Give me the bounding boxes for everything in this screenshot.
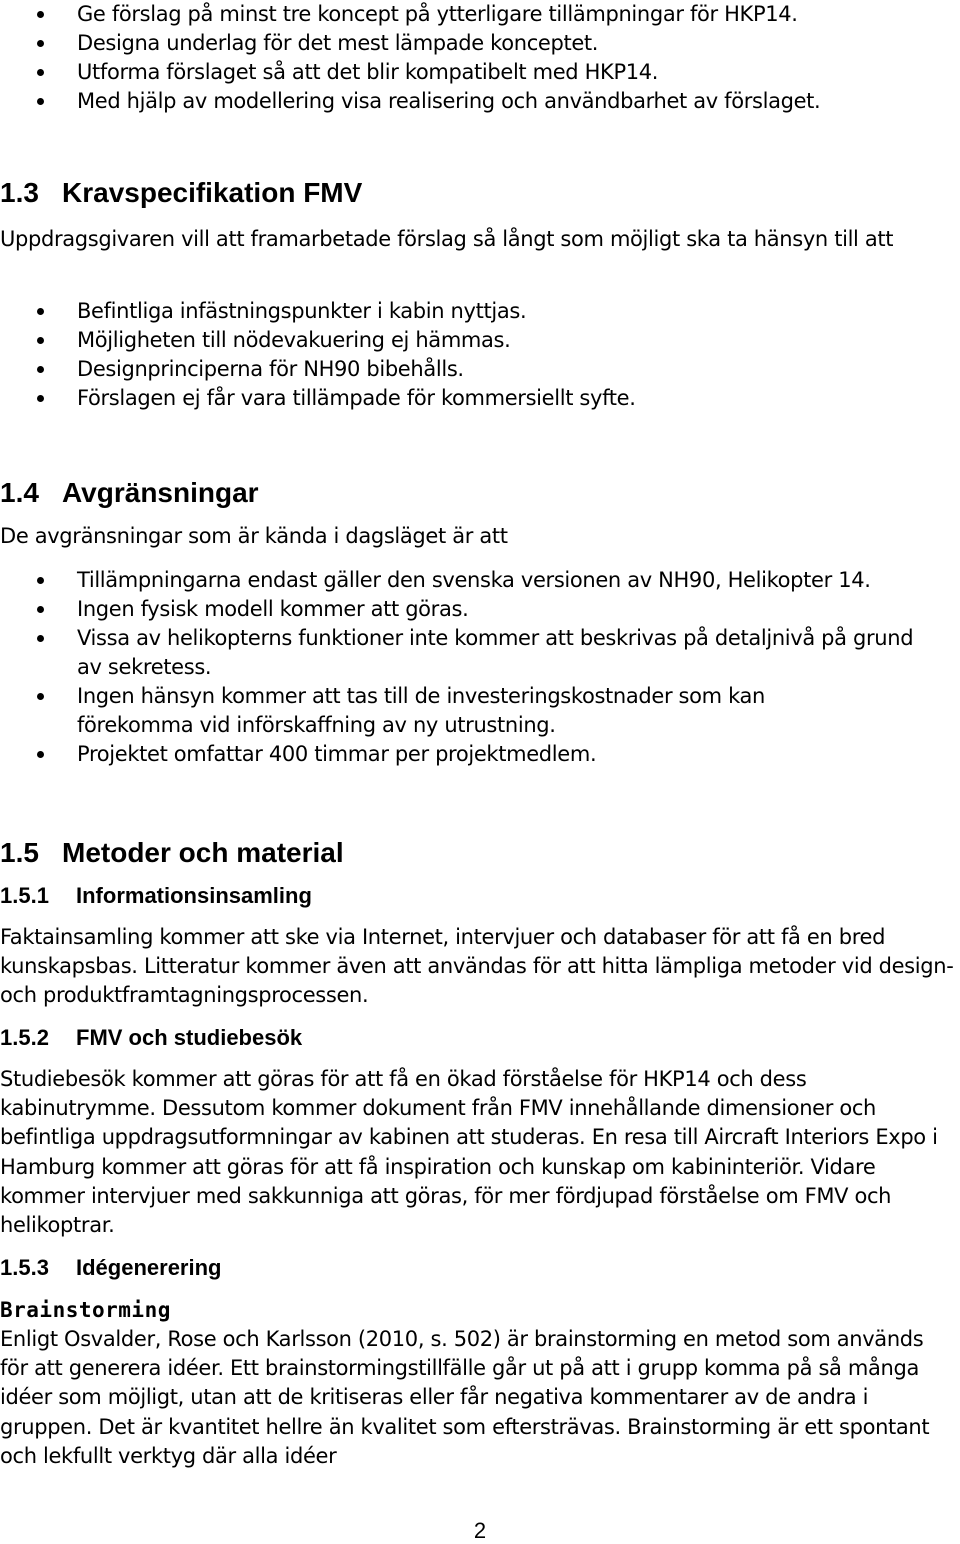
section-number: 1.4	[0, 477, 39, 508]
section-heading-1-4	[0, 477, 259, 509]
list-item: Med hjälp av modellering visa realisering och användbarhet av förslaget.	[0, 87, 960, 116]
section-number: 1.5	[0, 837, 39, 868]
section-title: Metoder och material	[62, 837, 344, 868]
section-body-1-5-3: Enligt Osvalder, Rose och Karlsson (2010, s. 502) är brainstorming en metod som används för att generera idéer. Ett brainstormingstillfälle går ut på att i grupp komma på så många idéer som möjligt, utan att de kritiseras eller får negativa kommentarer av de andra i gruppen. Det är kvantitet hellre än kvalitet som eftersträvas. Brainstorming är ett spontant och lekfullt verktyg där alla idéer	[0, 1327, 930, 1468]
section-number: 1.5.1	[0, 883, 49, 908]
section-heading-1-5	[0, 837, 344, 869]
section-intro-1-3: Uppdragsgivaren vill att framarbetade förslag så långt som möjligt ska ta hänsyn till att	[0, 227, 894, 251]
section-title: FMV och studiebesök	[76, 1025, 303, 1050]
section-number: 1.5.2	[0, 1025, 49, 1050]
list-item: Ingen fysisk modell kommer att göras.	[0, 595, 960, 624]
list-item: Utforma förslaget så att det blir kompatibelt med HKP14.	[0, 58, 960, 87]
section-number: 1.3	[0, 177, 39, 208]
section-body-1-5-2: Studiebesök kommer att göras för att få en ökad förståelse för HKP14 och dess kabinutrymme. Dessutom kommer dokument från FMV innehållande dimensioner och befintliga uppdragsutformningar av kabinen att studeras. En resa till Aircraft Interiors Expo i Hamburg kommer att göras för att få inspiration och kunskap om kabininteriör. Vidare kommer intervjuer med sakkunniga att göras, för mer fördjupad förståelse om FMV och helikoptrar.	[0, 1067, 938, 1238]
limitations-bullet-list	[0, 566, 960, 769]
list-item: Vissa av helikopterns funktioner inte kommer att beskrivas på detaljnivå på grund av sekretess.	[0, 624, 960, 682]
list-item: Projektet omfattar 400 timmar per projektmedlem.	[0, 740, 960, 769]
brainstorming-subheading: Brainstorming	[0, 1298, 171, 1322]
list-item: Tillämpningarna endast gäller den svenska versionen av NH90, Helikopter 14.	[0, 566, 960, 595]
section-title: Idégenerering	[76, 1255, 222, 1280]
section-title: Informationsinsamling	[76, 883, 312, 908]
subsection-heading-1-5-3	[0, 1255, 221, 1281]
list-item: Förslagen ej får vara tillämpade för kommersiellt syfte.	[0, 384, 960, 413]
list-item: Befintliga infästningspunkter i kabin nyttjas.	[0, 297, 960, 326]
list-item: Designprinciperna för NH90 bibehålls.	[0, 355, 960, 384]
subsection-heading-1-5-1	[0, 883, 312, 909]
section-title: Avgränsningar	[62, 477, 259, 508]
section-number: 1.5.3	[0, 1255, 49, 1280]
list-item: Möjligheten till nödevakuering ej hämmas.	[0, 326, 960, 355]
subsection-heading-1-5-2	[0, 1025, 302, 1051]
list-item: Ingen hänsyn kommer att tas till de investeringskostnader som kan förekomma vid införskaffning av ny utrustning.	[0, 682, 960, 740]
intro-bullet-list	[0, 0, 960, 116]
list-item: Designa underlag för det mest lämpade konceptet.	[0, 29, 960, 58]
section-heading-1-3	[0, 177, 362, 209]
section-body-1-5-1: Faktainsamling kommer att ske via Internet, intervjuer och databaser för att få en bred kunskapsbas. Litteratur kommer även att användas för att hitta lämpliga metoder vid design- och produktframtagningsprocessen.	[0, 925, 954, 1008]
list-item: Ge förslag på minst tre koncept på ytterligare tillämpningar för HKP14.	[0, 0, 960, 29]
section-title: Kravspecifikation FMV	[62, 177, 363, 208]
requirements-bullet-list	[0, 297, 960, 413]
section-intro-1-4: De avgränsningar som är kända i dagsläget är att	[0, 524, 508, 548]
page-number: 2	[473, 1518, 487, 1543]
